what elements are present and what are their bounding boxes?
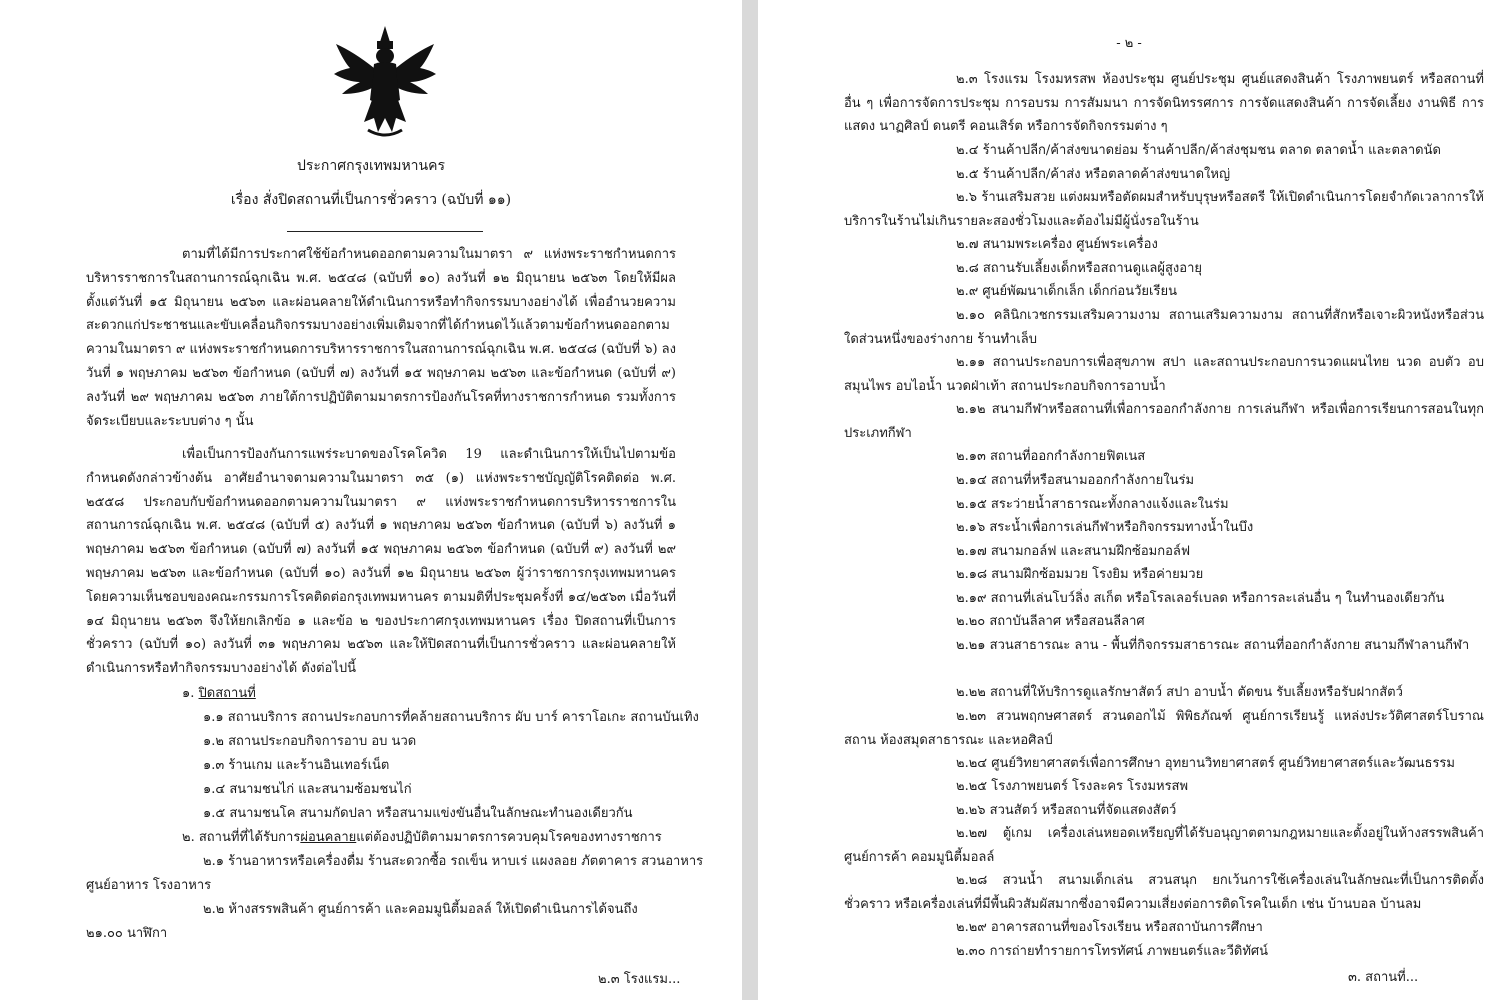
relaxed-item-line: ๒.๒ ห้างสรรพสินค้า ศูนย์การค้า และคอมมูนิตี้มอลล์ ให้เปิดดำเนินการได้จนถึง (203, 902, 638, 917)
relaxed-item-text: ๒.๑๘ สนามฝึกซ้อมมวย โรงยิม หรือค่ายมวย (956, 567, 1204, 582)
relaxed-item (844, 68, 1484, 139)
relaxed-item (844, 705, 1484, 752)
page-2 (758, 0, 1500, 1000)
closed-item: ๑.๕ สนามชนโค สนามกัดปลา หรือสนามแข่งขันอื่นในลักษณะทำนองเดียวกัน (203, 806, 633, 821)
relaxed-item-text: ๒.๒๘ สวนน้ำ สนามเด็กเล่น สวนสนุก ยกเว้นการใช้เครื่องเล่นในลักษณะที่เป็นการติดตั้งชั่วคราว หรือเครื่องเล่นที่มีพื้นผิวสัมผัสมากซึ่งอาจมีความเสี่ยงต่อการติดโรคในเด็ก เช่น บ้านบอล บ้านลม (844, 873, 1484, 912)
page-1 (0, 0, 742, 1000)
relaxed-item (844, 610, 1484, 634)
section-2-underlined: ผ่อนคลาย (300, 830, 357, 845)
relaxed-item-text: ๒.๔ ร้านค้าปลีก/ค้าส่งขนาดย่อม ร้านค้าปลีก/ค้าส่งชุมชน ตลาด ตลาดน้ำ และตลาดนัด (956, 143, 1441, 158)
relaxed-item (844, 563, 1484, 587)
relaxed-item (844, 163, 1484, 187)
section-2-heading (182, 826, 662, 847)
relaxed-item-text: ๒.๒๑ สวนสาธารณะ ลาน - พื้นที่กิจกรรมสาธารณะ สถานที่ออกกำลังกาย สนามกีฬาลานกีฬา (956, 638, 1470, 653)
relaxed-item (844, 799, 1484, 823)
continuation-footer: ๒.๓ โรงแรม... (598, 972, 681, 987)
relaxed-item (844, 869, 1484, 916)
title-divider (287, 231, 483, 232)
relaxed-item-text: ๒.๓๐ การถ่ายทำรายการโทรทัศน์ ภาพยนตร์และวีดิทัศน์ (956, 944, 1269, 959)
relaxed-item (844, 186, 1484, 233)
relaxed-item-text: ๒.๑๔ สถานที่หรือสนามออกกำลังกายในร่ม (956, 473, 1195, 488)
section-1-title: ปิดสถานที่ (198, 686, 256, 701)
garuda-emblem-icon (330, 22, 440, 140)
relaxed-item (844, 398, 1484, 445)
announcement-title: ประกาศกรุงเทพมหานคร (297, 158, 445, 174)
relaxed-item-text: ๒.๒๙ อาคารสถานที่ของโรงเรียน หรือสถาบันการศึกษา (956, 920, 1263, 935)
relaxed-item (844, 139, 1484, 163)
section-1-number: ๑. (182, 686, 195, 701)
relaxed-item-text: ๒.๗ สนามพระเครื่อง ศูนย์พระเครื่อง (956, 237, 1158, 252)
section-1-heading (182, 682, 256, 703)
relaxed-item (844, 469, 1484, 493)
closed-item: ๑.๔ สนามชนไก่ และสนามซ้อมชนไก่ (203, 782, 412, 797)
relaxed-item-text: ๒.๙ ศูนย์พัฒนาเด็กเล็ก เด็กก่อนวัยเรียน (956, 284, 1177, 299)
relaxed-item (844, 940, 1484, 964)
paragraph-text: เพื่อเป็นการป้องกันการแพร่ระบาดของโรคโควิด 19 และดำเนินการให้เป็นไปตามข้อกำหนดดังกล่าวข้างต้น อาศัยอำนาจตามความในมาตรา ๓๕ (๑) แห่งพระราชบัญญัติโรคติดต่อ พ.ศ. ๒๕๕๘ ประกอบกับข้อกำหนดออกตามความในมาตรา ๙ แห่งพระราชกำหนดการบริหารราชการในสถานการณ์ฉุกเฉิน พ.ศ. ๒๕๔๘ (ฉบับที่ ๕) ลงวันที่ ๑ พฤษภาคม ๒๕๖๓ ข้อกำหนด (ฉบับที่ ๖) ลงวันที่ ๑ พฤษภาคม ๒๕๖๓ ข้อกำหนด (ฉบับที่ ๗) ลงวันที่ ๑๕ พฤษภาคม ๒๕๖๓ ข้อกำหนด (ฉบับที่ ๙) ลงวันที่ ๒๙ พฤษภาคม ๒๕๖๓ และข้อกำหนด (ฉบับที่ ๑๐) ลงวันที่ ๑๒ มิถุนายน ๒๕๖๓ ผู้ว่าราชการกรุงเทพมหานคร โดยความเห็นชอบของคณะกรรมการโรคติดต่อกรุงเทพมหานคร ตามมติที่ประชุมครั้งที่ ๑๔/๒๕๖๓ เมื่อวันที่ ๑๔ มิถุนายน ๒๕๖๓ จึงให้ยกเลิกข้อ ๑ และข้อ ๒ ของประกาศกรุงเทพมหานคร เรื่อง ปิดสถานที่เป็นการชั่วคราว (ฉบับที่ ๑๐) ลงวันที่ ๓๑ พฤษภาคม ๒๕๖๓ และให้ปิดสถานที่เป็นการชั่วคราว และผ่อนคลายให้ดำเนินการหรือทำกิจกรรมบางอย่างได้ ดังต่อไปนี้ (86, 447, 676, 677)
relaxed-item-text: ๒.๑๙ สถานที่เล่นโบว์ลิ่ง สเก็ต หรือโรลเลอร์เบลด หรือการละเล่นอื่น ๆ ในทำนองเดียวกัน (956, 591, 1445, 606)
relaxed-item-text: ๒.๖ ร้านเสริมสวย แต่งผมหรือตัดผมสำหรับบุรุษหรือสตรี ให้เปิดดำเนินการโดยจำกัดเวลาการให้บริการในร้านไม่เกินรายละสองชั่วโมงและต้องไม่มีผู้นั่งรอในร้าน (844, 190, 1484, 229)
section-2-suffix: แต่ต้องปฏิบัติตามมาตรการควบคุมโรคของทางราชการ (356, 830, 662, 845)
relaxed-item (844, 681, 1484, 705)
relaxed-item (844, 493, 1484, 517)
relaxed-item-text: ๒.๑๕ สระว่ายน้ำสาธารณะทั้งกลางแจ้งและในร่ม (956, 497, 1229, 512)
relaxed-item (844, 351, 1484, 398)
relaxed-item (844, 445, 1484, 469)
relaxed-item-line: ๒.๑ ร้านอาหารหรือเครื่องดื่ม ร้านสะดวกซื้อ รถเข็น หาบเร่ แผงลอย ภัตตาคาร สวนอาหาร (203, 854, 704, 869)
relaxed-item (844, 752, 1484, 776)
relaxed-item-text: ๒.๕ ร้านค้าปลีก/ค้าส่ง หรือตลาดค้าส่งขนาดใหญ่ (956, 167, 1231, 182)
relaxed-item-text: ๒.๑๓ สถานที่ออกกำลังกายฟิตเนส (956, 449, 1146, 464)
relaxed-item-text: ๒.๒๕ โรงภาพยนตร์ โรงละคร โรงมหรสพ (956, 779, 1189, 794)
relaxed-item (844, 280, 1484, 304)
relaxed-item (844, 634, 1484, 658)
relaxed-item-text: ๒.๑๑ สถานประกอบการเพื่อสุขภาพ สปา และสถานประกอบการนวดแผนไทย นวด อบตัว อบสมุนไพร อบไอน้ำ นวดฝ่าเท้า สถานประกอบกิจการอาบน้ำ (844, 355, 1484, 394)
closed-item: ๑.๓ ร้านเกม และร้านอินเทอร์เน็ต (203, 758, 390, 773)
paragraph-text: ตามที่ได้มีการประกาศใช้ข้อกำหนดออกตามความในมาตรา ๙ แห่งพระราชกำหนดการบริหารราชการในสถานการณ์ฉุกเฉิน พ.ศ. ๒๕๔๘ (ฉบับที่ ๑๐) ลงวันที่ ๑๒ มิถุนายน ๒๕๖๓ โดยให้มีผลตั้งแต่วันที่ ๑๕ มิถุนายน ๒๕๖๓ และผ่อนคลายให้ดำเนินการหรือทำกิจกรรมบางอย่างได้ เพื่ออำนวยความสะดวกแก่ประชาชนและขับเคลื่อนกิจกรรมบางอย่างเพิ่มเติมจากที่ได้กำหนดไว้แล้วตามข้อกำหนดออกตามความในมาตรา ๙ แห่งพระราชกำหนดการบริหารราชการในสถานการณ์ฉุกเฉิน พ.ศ. ๒๕๔๘ (ฉบับที่ ๖) ลงวันที่ ๑ พฤษภาคม ๒๕๖๓ ข้อกำหนด (ฉบับที่ ๗) ลงวันที่ ๑๕ พฤษภาคม ๒๕๖๓ และข้อกำหนด (ฉบับที่ ๙) ลงวันที่ ๒๙ พฤษภาคม ๒๕๖๓ ภายใต้การปฏิบัติตามมาตรการป้องกันโรคที่ทางราชการกำหนด รวมทั้งการจัดระเบียบและระบบต่าง ๆ นั้น (86, 247, 676, 429)
preamble-paragraph (86, 243, 676, 433)
relaxed-item (844, 916, 1484, 940)
relaxed-item (844, 304, 1484, 351)
relaxed-item-text: ๒.๑๗ สนามกอล์ฟ และสนามฝึกซ้อมกอล์ฟ (956, 544, 1191, 559)
relaxed-item-text: ๒.๒๐ สถาบันลีลาศ หรือสอนลีลาศ (956, 614, 1145, 629)
relaxed-item-text: ๒.๒๖ สวนสัตว์ หรือสถานที่จัดแสดงสัตว์ (956, 803, 1177, 818)
relaxed-item (844, 233, 1484, 257)
continuation-footer: ๓. สถานที่... (1348, 970, 1419, 985)
relaxed-item-text: ๒.๒๗ ตู้เกม เครื่องเล่นหยอดเหรียญที่ได้รับอนุญาตตามกฎหมายและตั้งอยู่ในห้างสรรพสินค้าศูนย์การค้า คอมมูนิตี้มอลล์ (844, 826, 1484, 865)
relaxed-item-text: ๒.๘ สถานรับเลี้ยงเด็กหรือสถานดูแลผู้สูงอายุ (956, 261, 1202, 276)
relaxed-item (844, 587, 1484, 611)
closed-item: ๑.๒ สถานประกอบกิจการอาบ อบ นวด (203, 734, 417, 749)
relaxed-item-line: ๒๑.๐๐ นาฬิกา (86, 926, 168, 941)
relaxed-item-text: ๒.๑๖ สระน้ำเพื่อการเล่นกีฬาหรือกิจกรรมทางน้ำในบึง (956, 520, 1254, 535)
closed-item: ๑.๑ สถานบริการ สถานประกอบการที่คล้ายสถานบริการ ผับ บาร์ คาราโอเกะ สถานบันเทิง (203, 710, 699, 725)
relaxed-item-text: ๒.๒๓ สวนพฤกษศาสตร์ สวนดอกไม้ พิพิธภัณฑ์ ศูนย์การเรียนรู้ แหล่งประวัติศาสตร์โบราณสถาน ห้องสมุดสาธารณะ และหอศิลป์ (844, 709, 1484, 748)
page-number: - ๒ - (1116, 36, 1142, 51)
relaxed-item (844, 257, 1484, 281)
announcement-subject: เรื่อง สั่งปิดสถานที่เป็นการชั่วคราว (ฉบับที่ ๑๑) (230, 192, 512, 208)
relaxed-item (844, 540, 1484, 564)
relaxed-item-text: ๒.๑๒ สนามกีฬาหรือสถานที่เพื่อการออกกำลังกาย การเล่นกีฬา หรือเพื่อการเรียนการสอนในทุกประเภทกีฬา (844, 402, 1484, 441)
relaxed-item (844, 775, 1484, 799)
relaxed-item-text: ๒.๒๒ สถานที่ให้บริการดูแลรักษาสัตว์ สปา อาบน้ำ ตัดขน รับเลี้ยงหรือรับฝากสัตว์ (956, 685, 1403, 700)
relaxed-item-text: ๒.๓ โรงแรม โรงมหรสพ ห้องประชุม ศูนย์ประชุม ศูนย์แสดงสินค้า โรงภาพยนตร์ หรือสถานที่อื่น ๆ เพื่อการจัดการประชุม การอบรม การสัมมนา การจัดนิทรรศการ การจัดแสดงสินค้า การจัดเลี้ยง งานพิธี การแสดง นาฏศิลป์ ดนตรี คอนเสิร์ต หรือการจัดกิจกรรมต่าง ๆ (844, 72, 1484, 135)
section-2-prefix: ๒. สถานที่ที่ได้รับการ (182, 830, 301, 845)
order-paragraph (86, 443, 676, 681)
relaxed-item-text: ๒.๑๐ คลินิกเวชกรรมเสริมความงาม สถานเสริมความงาม สถานที่สักหรือเจาะผิวหนังหรือส่วนใดส่วนหนึ่งของร่างกาย ร้านทำเล็บ (844, 308, 1484, 347)
relaxed-item-line: ศูนย์อาหาร โรงอาหาร (86, 878, 212, 893)
relaxed-item (844, 822, 1484, 869)
relaxed-item (844, 516, 1484, 540)
relaxed-item-text: ๒.๒๔ ศูนย์วิทยาศาสตร์เพื่อการศึกษา อุทยานวิทยาศาสตร์ ศูนย์วิทยาศาสตร์และวัฒนธรรม (956, 756, 1455, 771)
